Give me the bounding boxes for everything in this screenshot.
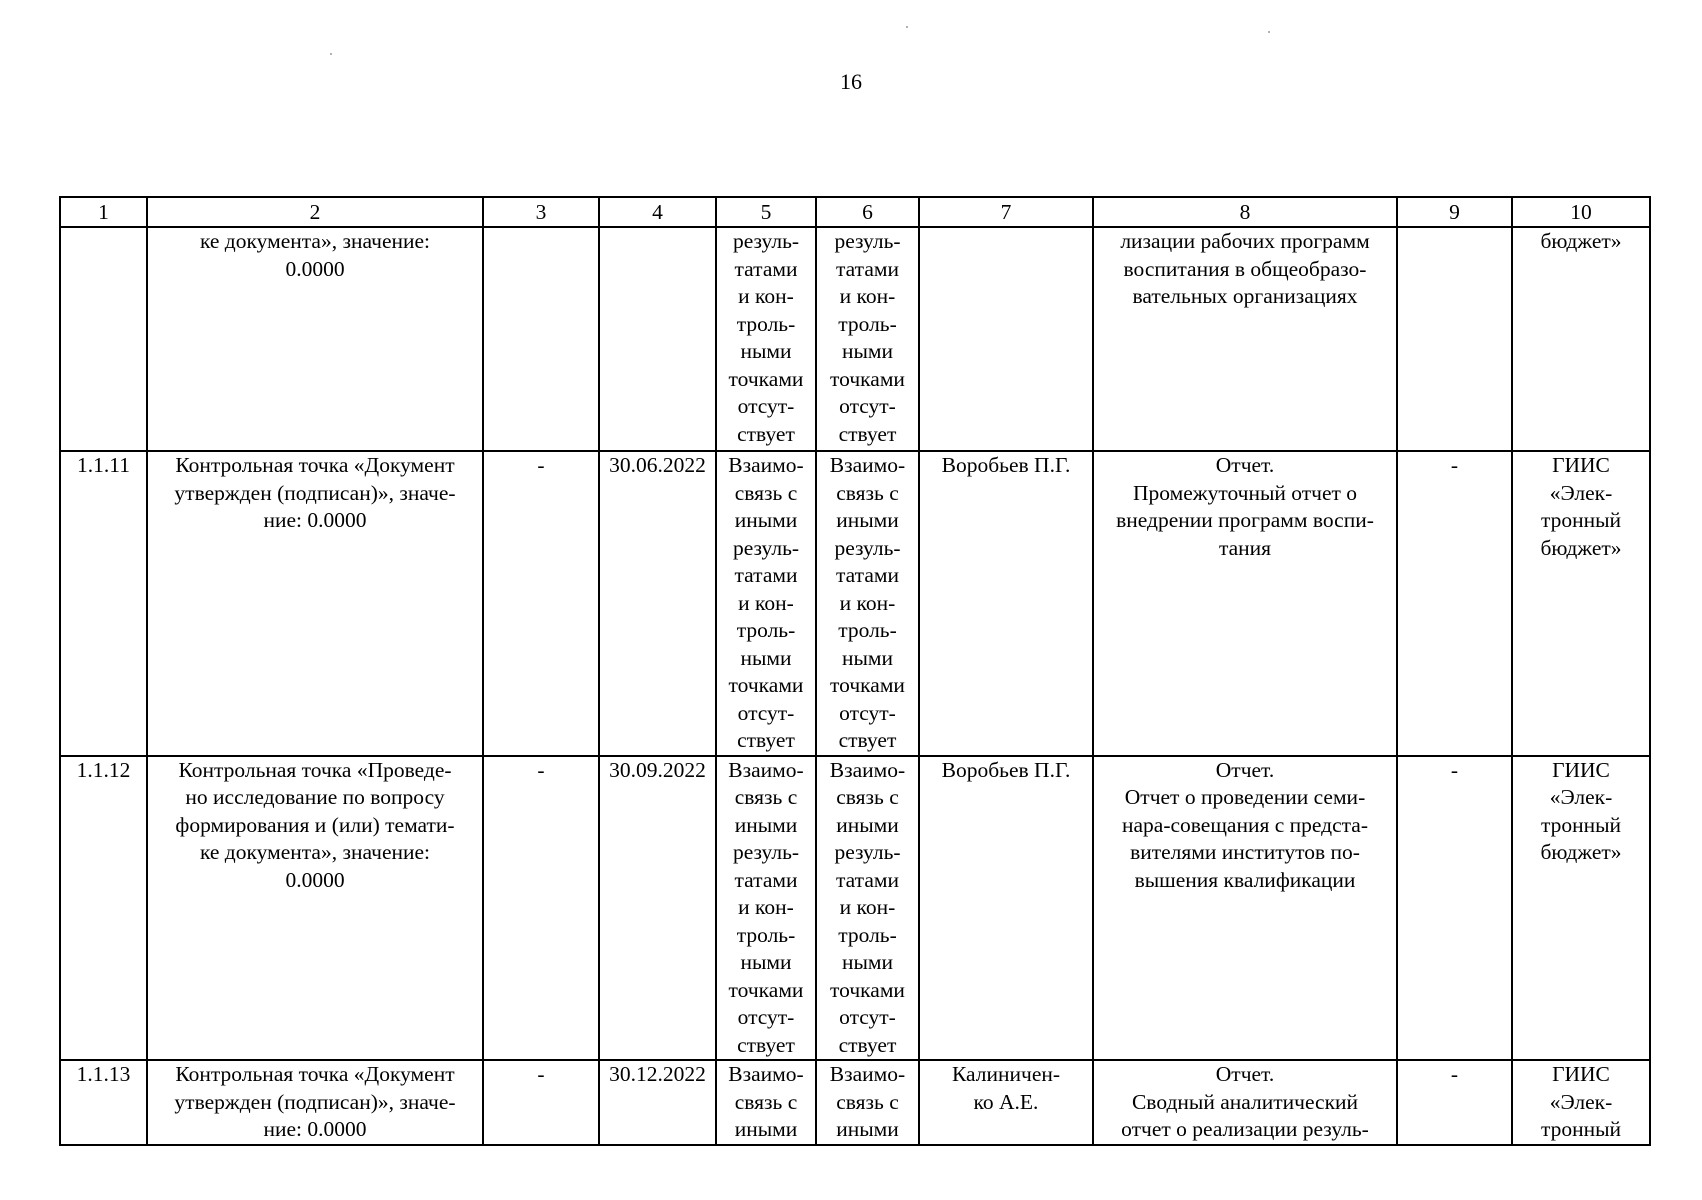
col3-cell: -: [483, 451, 599, 756]
row-number-cell: 1.1.11: [60, 451, 147, 756]
cell-text-line: тронный: [1540, 812, 1622, 837]
date-cell: 30.12.2022: [599, 1060, 716, 1145]
cell-text-line: вителями институтов по-: [1130, 840, 1360, 864]
cell-text-line: и кон-: [738, 284, 794, 308]
cell-text-line: но исследование по вопросу: [185, 785, 445, 809]
cell-text-line: Контрольная точка «Документ: [175, 453, 455, 477]
cell-text-line: «Элек-: [1549, 480, 1613, 505]
cell-text-line: Взаимо-: [728, 453, 804, 477]
cell-text-line: связь с: [836, 480, 899, 505]
table-row: [60, 756, 1650, 1061]
cell-text-line: ными: [841, 339, 894, 363]
cell-text-line: резуль-: [732, 840, 800, 864]
name-cell: [147, 227, 483, 451]
cell-text-line: вательных организациях: [1132, 284, 1358, 308]
cell-text-line: Промежуточный отчет о: [1132, 480, 1358, 505]
relation-cell: [716, 451, 816, 756]
cell-text-line: отсут-: [839, 394, 896, 418]
cell-text-line: татами: [836, 256, 899, 281]
cell-text-line: ствует: [737, 1032, 795, 1057]
cell-text-line: ке документа», значение:: [199, 229, 431, 253]
cell-text-line: точками: [830, 366, 905, 391]
cell-text-line: иными: [836, 812, 899, 837]
cell-text-line: тронный: [1540, 508, 1622, 532]
relation-cell: [716, 756, 816, 1061]
header-cell: 5: [716, 197, 816, 227]
relation-cell: [716, 227, 816, 451]
cell-text-line: ными: [740, 339, 792, 363]
cell-text-line: утвержден (подписан)», значе-: [174, 1089, 456, 1114]
name-cell: [147, 756, 483, 1061]
cell-text-line: «Элек-: [1549, 1089, 1613, 1114]
cell-text-line: троль-: [736, 618, 796, 642]
cell-text-line: 0.0000: [285, 256, 345, 281]
header-cell: 10: [1512, 197, 1650, 227]
relation-cell: [816, 756, 919, 1061]
row-number-cell: 1.1.12: [60, 756, 147, 1061]
cell-text-line: отсут-: [737, 1005, 795, 1029]
header-cell: 2: [147, 197, 483, 227]
col3-cell: [483, 227, 599, 451]
cell-text-line: татами: [734, 867, 798, 892]
cell-text-line: Взаимо-: [728, 1062, 804, 1086]
system-cell: [1512, 756, 1650, 1061]
cell-text-line: Взаимо-: [728, 757, 804, 782]
cell-text-line: троль-: [838, 618, 897, 642]
cell-text-line: ние: 0.0000: [263, 1117, 367, 1141]
cell-text-line: вышения квалификации: [1134, 867, 1356, 892]
cell-text-line: и кон-: [839, 284, 896, 308]
header-cell: 9: [1397, 197, 1512, 227]
cell-text-line: и кон-: [738, 895, 794, 919]
cell-text-line: троль-: [736, 311, 796, 336]
cell-text-line: Воробьев П.Г.: [941, 453, 1071, 477]
cell-text-line: отчет о реализации резуль-: [1121, 1117, 1369, 1141]
cell-text-line: Взаимо-: [829, 1062, 906, 1086]
responsible-cell: [919, 227, 1093, 451]
page-number: 16: [840, 69, 862, 94]
cell-text-line: ными: [841, 950, 894, 974]
table-header-row: [60, 197, 1650, 227]
table-row: [60, 227, 1650, 451]
cell-text-line: иными: [836, 508, 899, 532]
cell-text-line: точками: [830, 977, 905, 1002]
cell-text-line: татами: [734, 563, 798, 587]
cell-text-line: ГИИС: [1552, 453, 1610, 477]
cell-text-line: ГИИС: [1552, 1062, 1610, 1086]
cell-text-line: татами: [836, 563, 899, 587]
cell-text-line: нара-совещания с предста-: [1121, 812, 1368, 837]
cell-text-line: бюджет»: [1540, 229, 1622, 253]
cell-text-line: Отчет.: [1215, 453, 1275, 477]
cell-text-line: Контрольная точка «Проведе-: [178, 757, 452, 782]
date-cell: 30.09.2022: [599, 756, 716, 1061]
cell-text-line: резуль-: [732, 535, 800, 560]
cell-text-line: Калиничен-: [951, 1062, 1061, 1086]
cell-text-line: ко А.Е.: [973, 1089, 1039, 1114]
cell-text-line: ние: 0.0000: [263, 508, 367, 532]
table-row: [60, 451, 1650, 756]
cell-text-line: точками: [728, 366, 804, 391]
cell-text-line: ствует: [838, 1032, 897, 1057]
cell-text-line: иными: [734, 508, 798, 532]
header-cell: 4: [599, 197, 716, 227]
cell-text-line: татами: [734, 256, 798, 281]
relation-cell: [816, 451, 919, 756]
cell-text-line: ными: [740, 950, 792, 974]
result-cell: [1093, 756, 1397, 1061]
date-cell: 30.06.2022: [599, 451, 716, 756]
col9-cell: -: [1397, 756, 1512, 1061]
cell-text-line: ными: [740, 645, 792, 670]
responsible-cell: [919, 1060, 1093, 1145]
cell-text-line: иными: [734, 1117, 798, 1141]
header-cell: 1: [60, 197, 147, 227]
table-row: [60, 1060, 1650, 1145]
cell-text-line: иными: [734, 812, 798, 837]
cell-text-line: троль-: [736, 922, 796, 947]
cell-text-line: утвержден (подписан)», значе-: [174, 480, 456, 505]
result-cell: [1093, 451, 1397, 756]
cell-text-line: связь с: [836, 1089, 899, 1114]
cell-text-line: ГИИС: [1552, 757, 1610, 782]
cell-text-line: ствует: [838, 728, 897, 752]
result-cell: [1093, 1060, 1397, 1145]
cell-text-line: отсут-: [737, 394, 795, 418]
cell-text-line: ствует: [737, 728, 795, 752]
name-cell: [147, 1060, 483, 1145]
cell-text-line: резуль-: [732, 229, 800, 253]
cell-text-line: бюджет»: [1540, 840, 1622, 864]
cell-text-line: отсут-: [737, 700, 795, 725]
header-cell: 6: [816, 197, 919, 227]
row-number-cell: [60, 227, 147, 451]
table-body: [60, 227, 1650, 1145]
cell-text-line: татами: [836, 867, 899, 892]
responsible-cell: [919, 756, 1093, 1061]
cell-text-line: Отчет.: [1215, 757, 1275, 782]
row-number-cell: 1.1.13: [60, 1060, 147, 1145]
cell-text-line: формирования и (или) темати-: [175, 812, 455, 837]
scan-speck: [906, 26, 908, 28]
cell-text-line: Сводный аналитический: [1131, 1089, 1359, 1114]
cell-text-line: Воробьев П.Г.: [941, 757, 1071, 782]
cell-text-line: отсут-: [839, 700, 896, 725]
cell-text-line: ствует: [838, 421, 897, 446]
cell-text-line: иными: [836, 1117, 899, 1141]
cell-text-line: тания: [1218, 535, 1272, 560]
cell-text-line: ке документа», значение:: [199, 840, 431, 864]
cell-text-line: Взаимо-: [829, 453, 906, 477]
result-cell: [1093, 227, 1397, 451]
system-cell: [1512, 1060, 1650, 1145]
date-cell: [599, 227, 716, 451]
cell-text-line: точками: [830, 673, 905, 697]
cell-text-line: ствует: [737, 421, 795, 446]
cell-text-line: тронный: [1540, 1117, 1622, 1141]
scan-speck: [1268, 31, 1270, 33]
cell-text-line: Контрольная точка «Документ: [175, 1062, 455, 1086]
relation-cell: [816, 227, 919, 451]
cell-text-line: воспитания в общеобразо-: [1123, 256, 1367, 281]
cell-text-line: отсут-: [839, 1005, 896, 1029]
col3-cell: -: [483, 1060, 599, 1145]
cell-text-line: точками: [728, 673, 804, 697]
cell-text-line: и кон-: [738, 590, 794, 615]
header-cell: 8: [1093, 197, 1397, 227]
col9-cell: -: [1397, 451, 1512, 756]
cell-text-line: троль-: [838, 311, 897, 336]
cell-text-line: резуль-: [834, 229, 901, 253]
cell-text-line: бюджет»: [1540, 535, 1622, 560]
system-cell: [1512, 227, 1650, 451]
col9-cell: [1397, 227, 1512, 451]
relation-cell: [716, 1060, 816, 1145]
cell-text-line: 0.0000: [285, 867, 345, 892]
cell-text-line: и кон-: [839, 895, 896, 919]
cell-text-line: точками: [728, 977, 804, 1002]
cell-text-line: и кон-: [839, 590, 896, 615]
header-cell: 3: [483, 197, 599, 227]
name-cell: [147, 451, 483, 756]
cell-text-line: связь с: [836, 785, 899, 809]
header-cell: 7: [919, 197, 1093, 227]
scan-speck: [330, 53, 332, 55]
relation-cell: [816, 1060, 919, 1145]
cell-text-line: внедрении программ воспи-: [1116, 508, 1374, 532]
cell-text-line: Отчет о проведении семи-: [1124, 785, 1366, 809]
cell-text-line: связь с: [734, 1089, 798, 1114]
cell-text-line: связь с: [734, 480, 798, 505]
system-cell: [1512, 451, 1650, 756]
cell-text-line: ными: [841, 645, 894, 670]
col3-cell: -: [483, 756, 599, 1061]
document-table: [59, 196, 1651, 1146]
cell-text-line: связь с: [734, 785, 798, 809]
cell-text-line: троль-: [838, 922, 897, 947]
cell-text-line: «Элек-: [1549, 785, 1613, 809]
cell-text-line: лизации рабочих программ: [1120, 229, 1370, 253]
cell-text-line: Взаимо-: [829, 757, 906, 782]
cell-text-line: Отчет.: [1215, 1062, 1275, 1086]
cell-text-line: резуль-: [834, 535, 901, 560]
col9-cell: -: [1397, 1060, 1512, 1145]
cell-text-line: резуль-: [834, 840, 901, 864]
responsible-cell: [919, 451, 1093, 756]
